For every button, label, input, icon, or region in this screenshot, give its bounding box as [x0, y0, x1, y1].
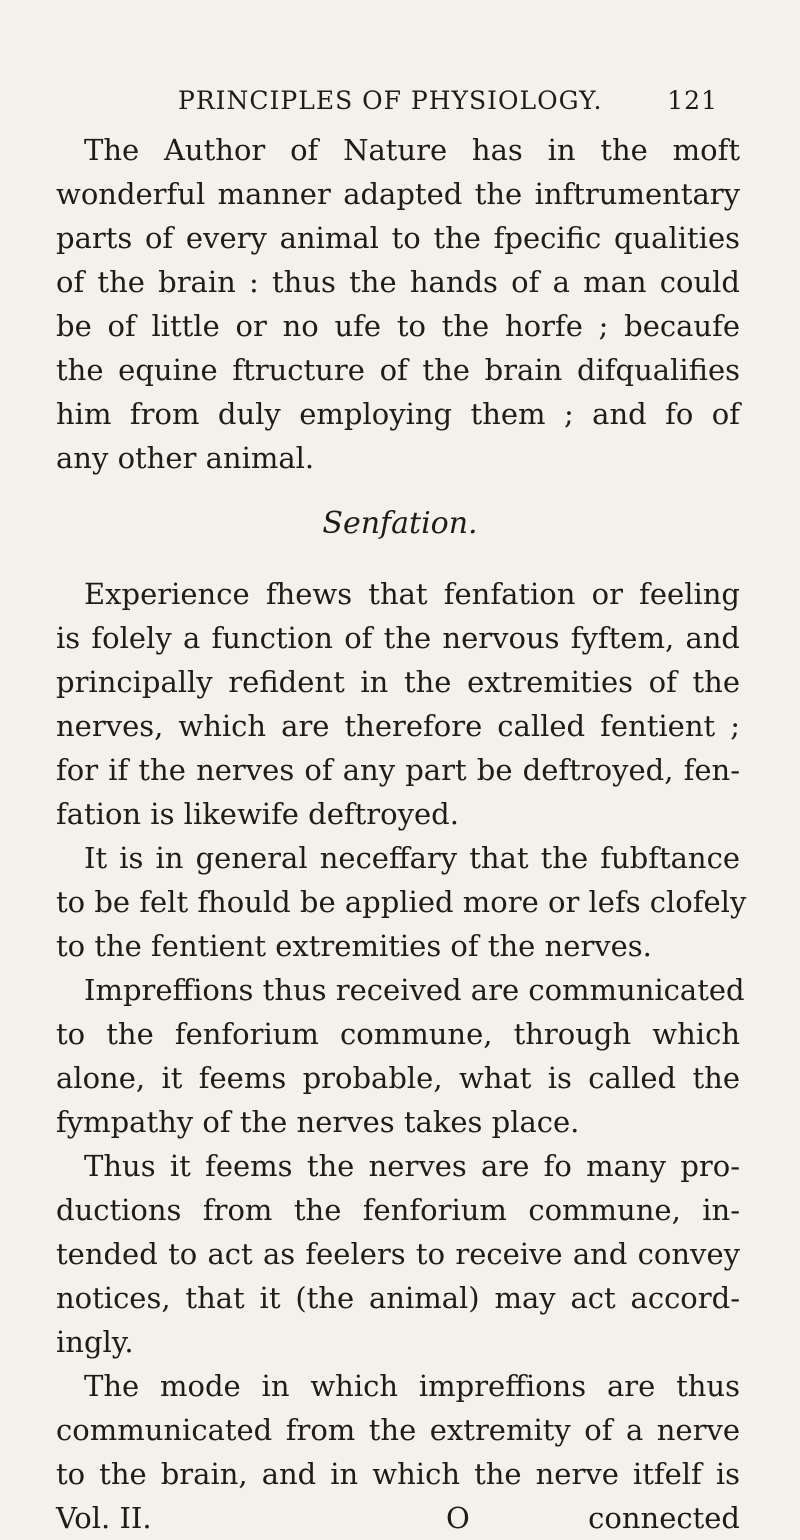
- text-line: fympathy of the nerves takes place.: [56, 1105, 580, 1139]
- running-title: PRINCIPLES OF PHYSIOLOGY.: [178, 86, 603, 115]
- page-number: 121: [667, 86, 718, 115]
- text-line: alone, it feems probable, what is called the: [56, 1061, 740, 1095]
- signature-mark: O: [446, 1501, 470, 1535]
- catchword: connected: [588, 1501, 740, 1535]
- volume-signature: Vol. II.: [56, 1501, 152, 1535]
- text-line: to be felt fhould be applied more or lefs clofely: [56, 885, 747, 919]
- text-line: ductions from the fenforium commune, in-: [56, 1193, 740, 1227]
- text-line: Impreffions thus received are communicated: [84, 973, 745, 1007]
- text-line: notices, that it (the animal) may act accord-: [56, 1281, 740, 1315]
- text-line: Experience fhews that fenfation or feeling: [84, 577, 740, 611]
- text-line: any other animal.: [56, 441, 315, 475]
- text-line: It is in general neceffary that the fubftance: [84, 841, 740, 875]
- text-line: fation is likewife deftroyed.: [56, 797, 459, 831]
- text-line: the equine ftructure of the brain difqualifies: [56, 353, 740, 387]
- section-heading: Senfation.: [322, 506, 478, 541]
- text-line: communicated from the extremity of a nerve: [56, 1413, 740, 1447]
- text-line: for if the nerves of any part be deftroyed, fen-: [56, 753, 740, 787]
- text-line: The mode in which impreffions are thus: [84, 1369, 740, 1403]
- text-line: tended to act as feelers to receive and convey: [56, 1237, 740, 1271]
- text-line: to the brain, and in which the nerve itfelf is: [56, 1457, 740, 1491]
- text-line: parts of every animal to the fpecific qualities: [56, 221, 740, 255]
- text-line: him from duly employing them ; and fo of: [56, 397, 740, 431]
- running-head: [178, 86, 718, 126]
- text-line: wonderful manner adapted the inftrumentary: [56, 177, 740, 211]
- text-line: is folely a function of the nervous fyftem, and: [56, 621, 740, 655]
- text-line: principally refident in the extremities of the: [56, 665, 740, 699]
- text-line: to the fentient extremities of the nerves.: [56, 929, 652, 963]
- text-line: ingly.: [56, 1325, 134, 1359]
- text-line: of the brain : thus the hands of a man could: [56, 265, 740, 299]
- text-line: to the fenforium commune, through which: [56, 1017, 740, 1051]
- text-line: The Author of Nature has in the moft: [84, 133, 740, 167]
- text-line: Thus it feems the nerves are fo many pro-: [84, 1149, 740, 1183]
- signature-footer: [56, 1496, 740, 1540]
- text-line: nerves, which are therefore called fentient ;: [56, 709, 740, 743]
- text-line: be of little or no ufe to the horfe ; becaufe: [56, 309, 740, 343]
